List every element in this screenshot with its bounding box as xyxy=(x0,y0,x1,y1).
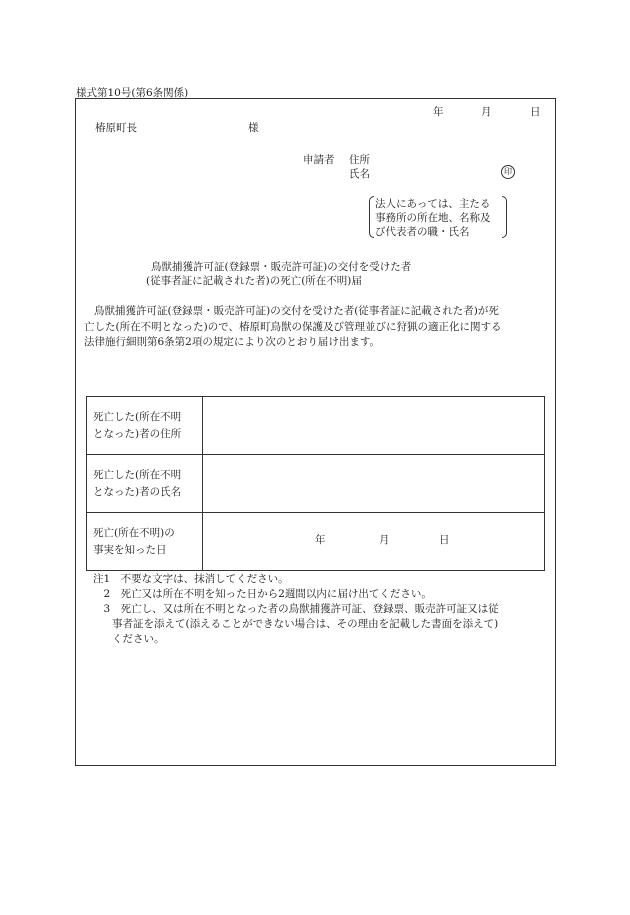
table-date-day: 日 xyxy=(439,534,450,546)
date-day-label: 日 xyxy=(530,106,541,118)
table-label-cell xyxy=(87,397,203,455)
note-line: 3 死亡し、又は所在不明となった者の鳥獣捕獲許可証、登録票、販売許可証又は従 xyxy=(93,603,499,615)
name-entry-field[interactable] xyxy=(203,455,545,513)
table-label-line: 死亡(所在不明)の xyxy=(93,526,175,539)
notes xyxy=(93,572,499,647)
note-line: 事者証を添えて(添えることができない場合は、その理由を記載した書面を添えて) xyxy=(112,618,499,630)
body-line: 鳥獣捕獲許可証(登録票・販売許可証)の交付を受けた者(従事者証に記載された者)が死 xyxy=(94,305,499,317)
document-title-line: (従事者証に記載された者)の死亡(所在不明)届 xyxy=(146,275,362,287)
report-table xyxy=(86,396,545,571)
table-label-line: 死亡した(所在不明 xyxy=(93,468,182,481)
table-label-cell xyxy=(87,455,203,513)
body-line: 法律施行細則第6条第2項の規定により次のとおり届け出ます。 xyxy=(84,336,381,348)
table-label-line: となった)者の住所 xyxy=(93,427,182,440)
table-row xyxy=(87,513,545,571)
address-entry-field[interactable] xyxy=(203,397,545,455)
table-label-line: となった)者の氏名 xyxy=(93,485,182,498)
body-line: 亡した(所在不明となった)ので、椿原町鳥獣の保護及び管理並びに狩猟の適正化に関する xyxy=(84,320,502,333)
form-number: 様式第10号(第6条関係) xyxy=(76,87,189,99)
honorific: 様 xyxy=(248,122,259,134)
table-date-month: 月 xyxy=(379,534,390,546)
body-paragraph xyxy=(84,304,552,351)
table-label-line: 事実を知った日 xyxy=(93,543,167,556)
date-month-label: 月 xyxy=(481,106,492,118)
seal-icon: 印 xyxy=(501,165,515,179)
document-title-line: 鳥獣捕獲許可証(登録票・販売許可証)の交付を受けた者 xyxy=(151,261,412,273)
table-date-year: 年 xyxy=(315,534,326,546)
note-line: 注1 不要な文字は、抹消してください。 xyxy=(93,573,289,585)
table-row xyxy=(87,397,545,455)
table-label-line: 死亡した(所在不明 xyxy=(93,410,182,423)
corporate-note-line: び代表者の職・氏名 xyxy=(375,226,470,238)
applicant-label: 申請者 xyxy=(303,154,335,166)
note-line: 2 死亡又は所在不明を知った日から2週間以内に届け出てください。 xyxy=(93,588,432,600)
name-label: 氏名 xyxy=(349,168,370,180)
right-bracket xyxy=(502,196,507,238)
note-line: ください。 xyxy=(112,633,165,645)
left-bracket xyxy=(369,196,374,238)
corporate-note-line: 法人にあっては、主たる xyxy=(375,198,491,210)
address-label: 住所 xyxy=(349,154,370,166)
recipient: 椿原町長 xyxy=(95,122,137,134)
table-row xyxy=(87,455,545,513)
date-year-label: 年 xyxy=(433,106,444,118)
corporate-note xyxy=(369,196,507,240)
date-entry-field[interactable] xyxy=(203,513,545,571)
table-label-cell xyxy=(87,513,203,571)
corporate-note-line: 事務所の所在地、名称及 xyxy=(375,212,491,224)
